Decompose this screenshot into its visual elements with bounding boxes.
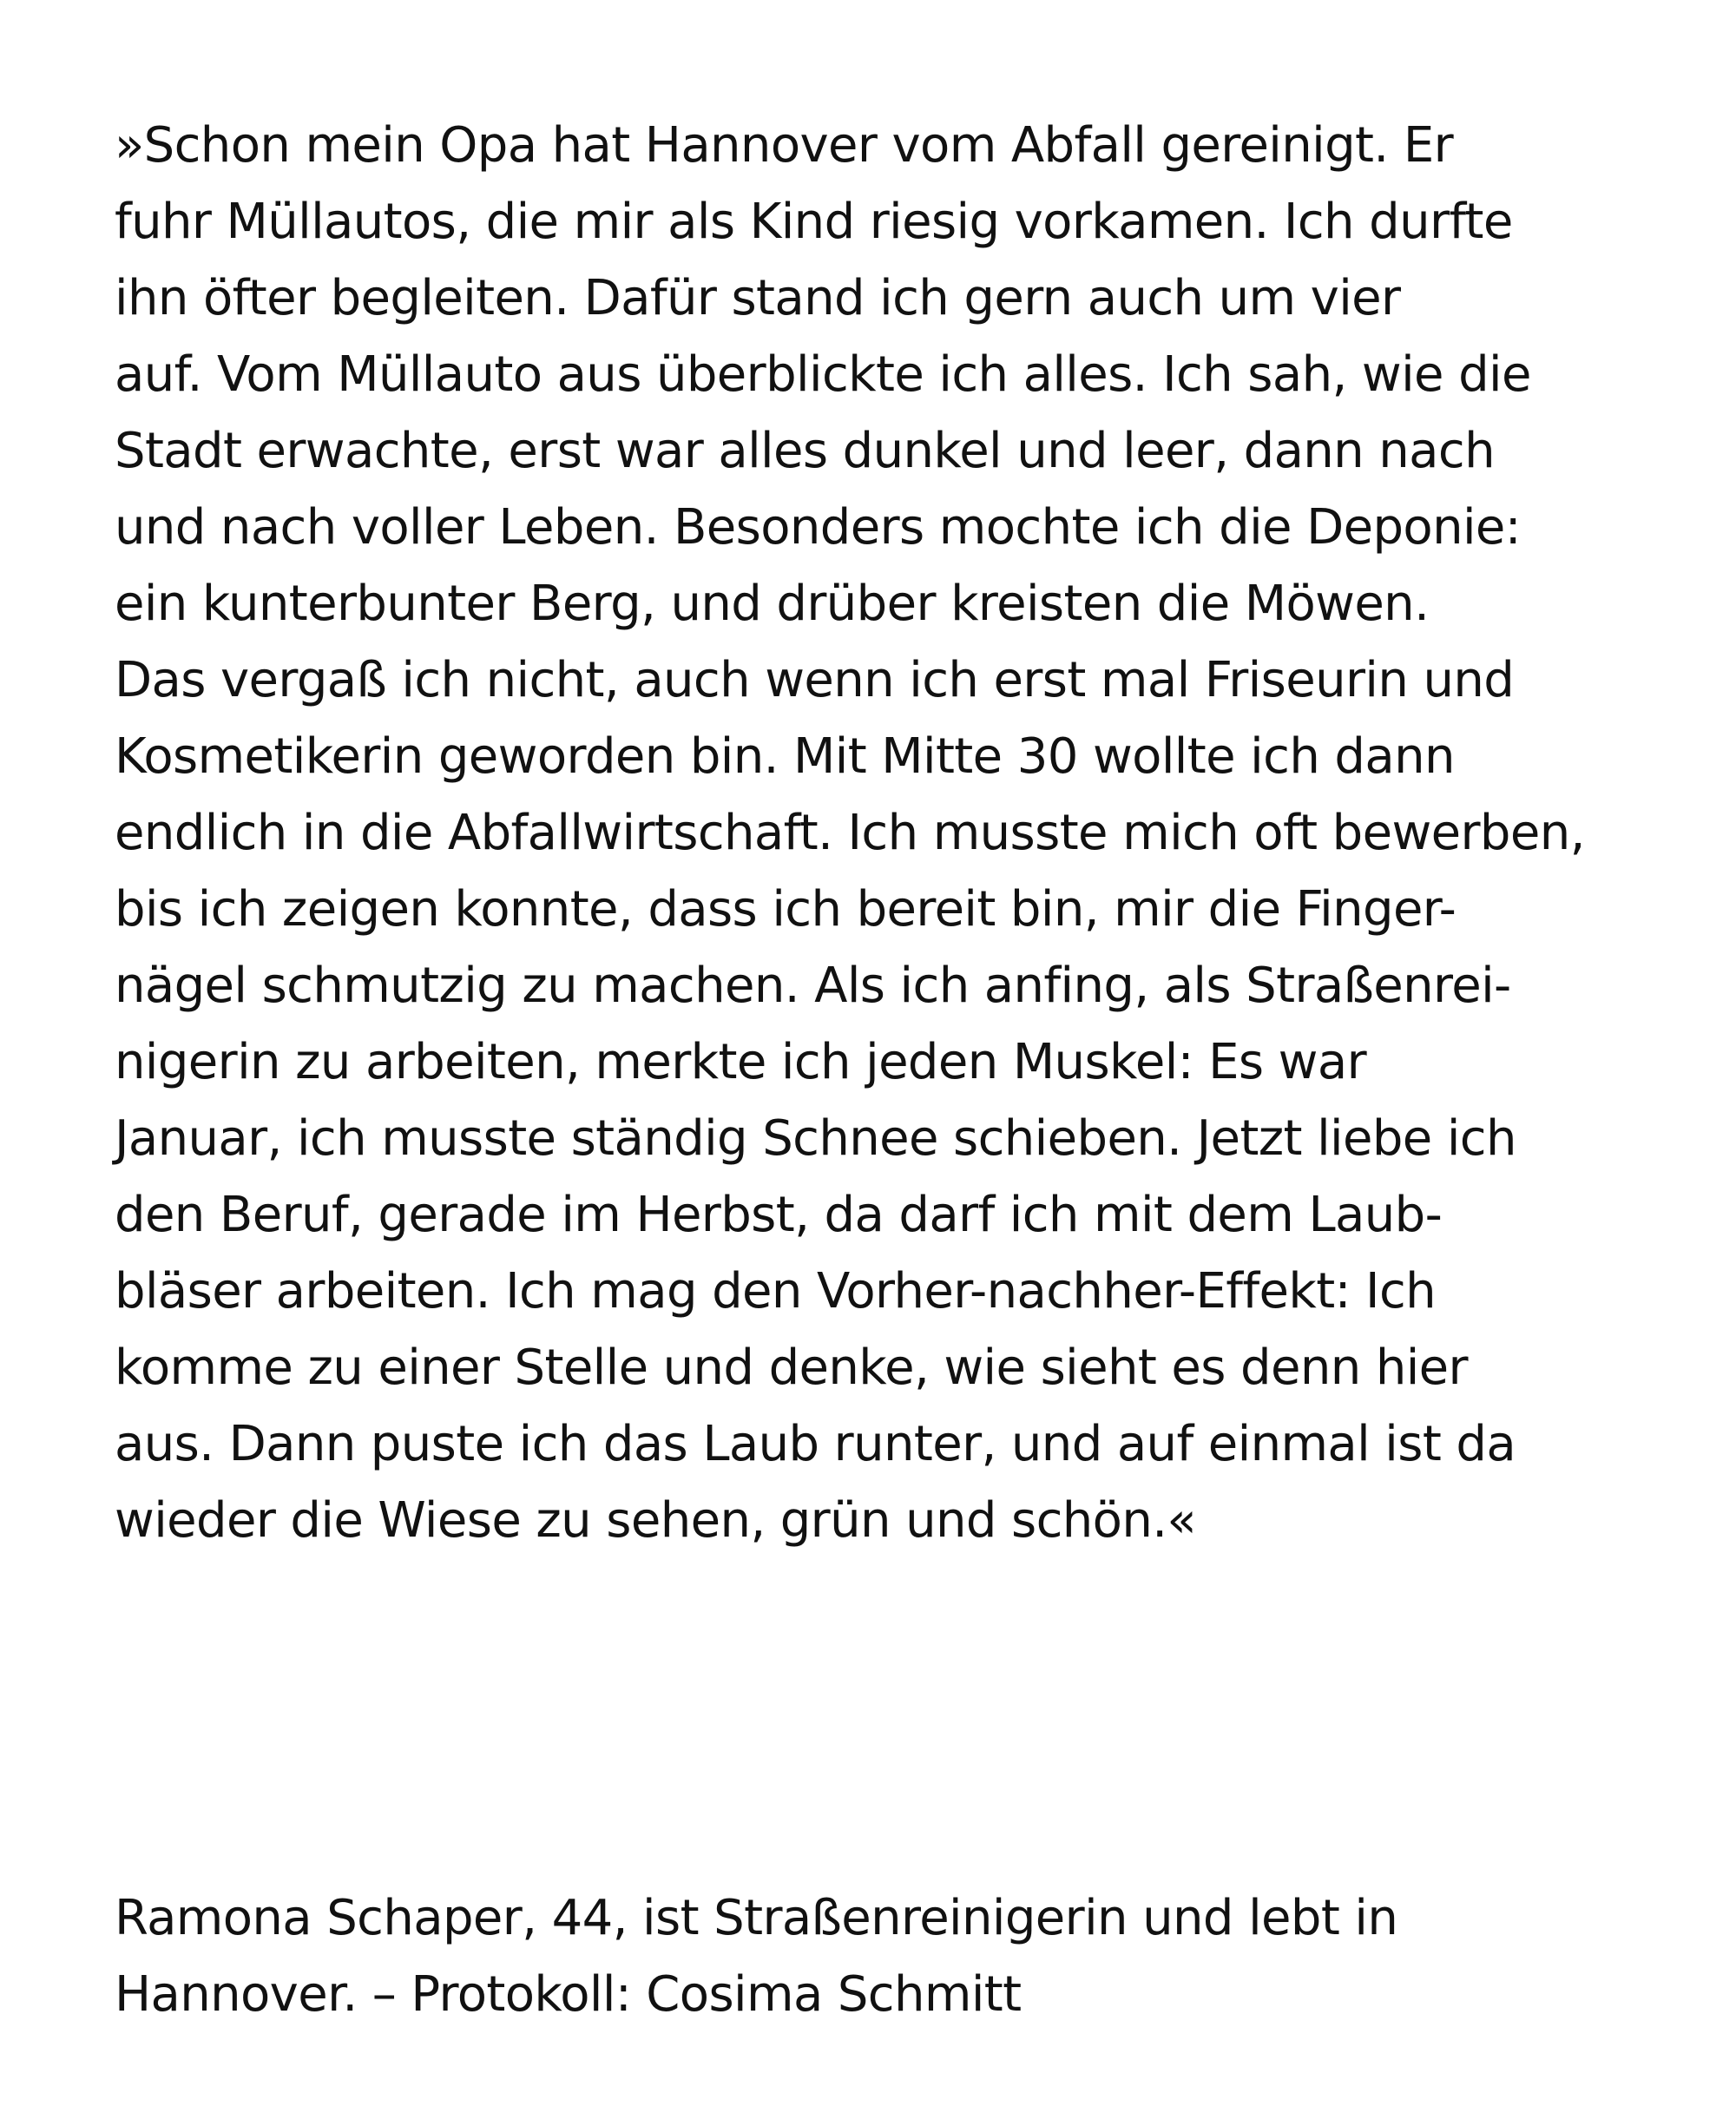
quote-line: bläser arbeiten. Ich mag den Vorher-nachher-Effekt: Ich — [115, 1263, 1437, 1320]
quote-line: nägel schmutzig zu machen. Als ich anfing, als Straßenrei- — [115, 958, 1511, 1014]
quote-line: aus. Dann puste ich das Laub runter, und auf einmal ist da — [115, 1416, 1516, 1472]
author-caption — [115, 1880, 1677, 2033]
quote-line: endlich in die Abfallwirtschaft. Ich musste mich oft bewerben, — [115, 805, 1585, 861]
quote-line: ein kunterbunter Berg, und drüber kreisten die Möwen. — [115, 576, 1430, 632]
quote-line: Das vergaß ich nicht, auch wenn ich erst mal Friseurin und — [115, 652, 1515, 708]
quote-line: Stadt erwachte, erst war alles dunkel und leer, dann nach — [115, 423, 1495, 479]
quote-line: und nach voller Leben. Besonders mochte ich die Deponie: — [115, 499, 1522, 556]
quote-line: »Schon mein Opa hat Hannover vom Abfall gereinigt. Er — [115, 117, 1454, 174]
quote-line: ihn öfter begleiten. Dafür stand ich gern auch um vier — [115, 270, 1401, 326]
quote-line: bis ich zeigen konnte, dass ich bereit bin, mir die Finger- — [115, 881, 1457, 938]
quote-line: Kosmetikerin geworden bin. Mit Mitte 30 wollte ich dann — [115, 728, 1455, 785]
caption-line: Hannover. – Protokoll: Cosima Schmitt — [115, 1966, 1022, 2023]
quote-line: den Beruf, gerade im Herbst, da darf ich mit dem Laub- — [115, 1187, 1443, 1243]
quote-line: nigerin zu arbeiten, merkte ich jeden Muskel: Es war — [115, 1034, 1367, 1090]
quote-line: komme zu einer Stelle und denke, wie sieht es denn hier — [115, 1340, 1468, 1396]
quote-line: fuhr Müllautos, die mir als Kind riesig vorkamen. Ich durfte — [115, 194, 1513, 250]
quote-line: wieder die Wiese zu sehen, grün und schön.« — [115, 1492, 1197, 1549]
quote-line: auf. Vom Müllauto aus überblickte ich alles. Ich sah, wie die — [115, 346, 1531, 403]
quote-paragraph — [115, 108, 1677, 1559]
caption-line: Ramona Schaper, 44, ist Straßenreinigerin und lebt in — [115, 1890, 1398, 1946]
quote-line: Januar, ich musste ständig Schnee schieben. Jetzt liebe ich — [115, 1110, 1516, 1167]
